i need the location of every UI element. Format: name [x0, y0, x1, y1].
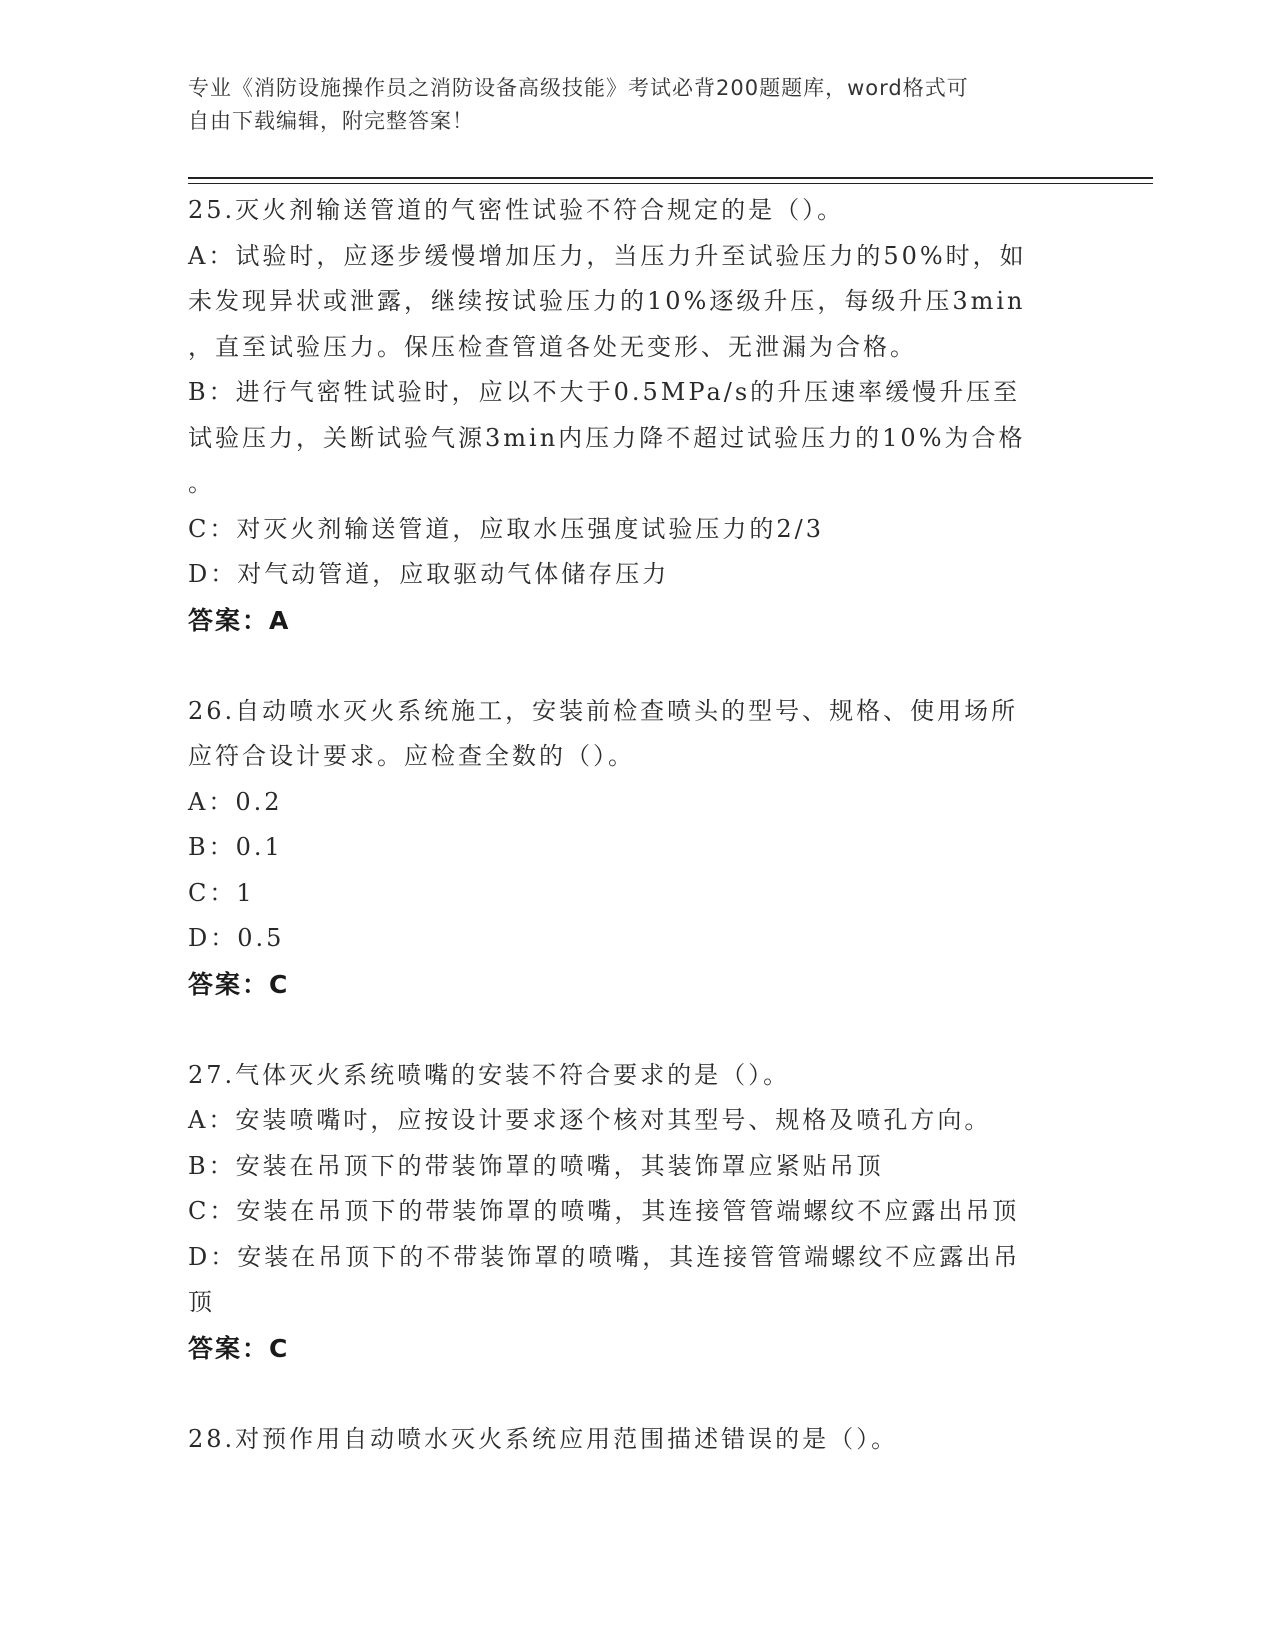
option-b: B：安装在吊顶下的带装饰罩的喷嘴，其装饰罩应紧贴吊顶	[188, 1151, 884, 1180]
option-a: A：安装喷嘴吋，应按设计要求逐个核对其型号、规格及喷孔方向。	[188, 1106, 992, 1134]
answer-label: 答案：A	[188, 605, 291, 635]
spacer	[188, 1007, 1088, 1053]
answer-label: 答案：C	[188, 969, 290, 999]
question-block	[188, 689, 1088, 1008]
question-list	[188, 188, 1088, 1462]
option-c: C：安装在吊顶下的带装饰罩的喷嘴，其连接管管端螺纹不应露出吊顶	[188, 1197, 1020, 1225]
option-a: A：0.2	[188, 787, 283, 816]
option-a-continued: 未发现异状或泄露，继续按试验压力的10%逐级升压，每级升压3min	[188, 287, 1026, 315]
spacer	[188, 643, 1088, 689]
question-stem: 26.自动喷水灭火系统施工，安装前检查喷头的型号、规格、使用场所	[188, 696, 1019, 725]
question-stem: 28.对预作用自动喷水灭火系统应用范围描述错误的是（）。	[188, 1424, 899, 1453]
answer-label: 答案：C	[188, 1333, 290, 1363]
question-block	[188, 1053, 1088, 1372]
option-d: D：对气动管道，应取驱动气体储存压力	[188, 560, 670, 588]
option-b: B：进行气密牲试验时，应以不大于0.5MPa/s的升压速率缓慢升压至	[188, 378, 1021, 406]
spacer	[188, 1371, 1088, 1417]
question-stem-continued: 应符合设计要求。应检查全数的（）。	[188, 742, 635, 770]
header-divider-thin	[188, 183, 1153, 184]
header-line-2: 自由下载编辑，附完整答案！	[188, 109, 474, 133]
question-stem: 25.灭火剂输送管道的气密性试验不符合规定的是（）。	[188, 196, 845, 224]
option-d: D：安装在吊顶下的不带装饰罩的喷嘴，其连接管管端螺纹不应露出吊	[188, 1242, 1021, 1271]
option-b: B：0.1	[188, 833, 283, 861]
option-a: A：试验时，应逐步缓慢增加压力，当压力升至试验压力的50%时，如	[188, 241, 1027, 270]
document-header	[188, 72, 1068, 138]
option-c: C：1	[188, 878, 255, 907]
question-stem: 27.气体灭火系统喷嘴的安装不符合要求的是（）。	[188, 1060, 791, 1089]
option-b-continued: 。	[188, 469, 215, 497]
question-block	[188, 1417, 1088, 1463]
option-b-continued: 试验压力，关断试验气源3min内压力降不超过试验压力的10%为合格	[188, 423, 1026, 452]
header-divider	[188, 177, 1153, 179]
option-c: C：对灭火剂输送管道，应取水压强度试验压力的2/3	[188, 514, 824, 543]
header-line-1: 专业《消防设施操作员之消防设备高级技能》考试必背200题题库，word格式可	[188, 76, 969, 100]
option-d-continued: 顶	[188, 1288, 215, 1316]
question-block	[188, 188, 1088, 643]
option-d: D：0.5	[188, 924, 285, 952]
option-a-continued: ，直至试验压力。保压检查管道各处无变形、无泄漏为合格。	[188, 332, 917, 361]
